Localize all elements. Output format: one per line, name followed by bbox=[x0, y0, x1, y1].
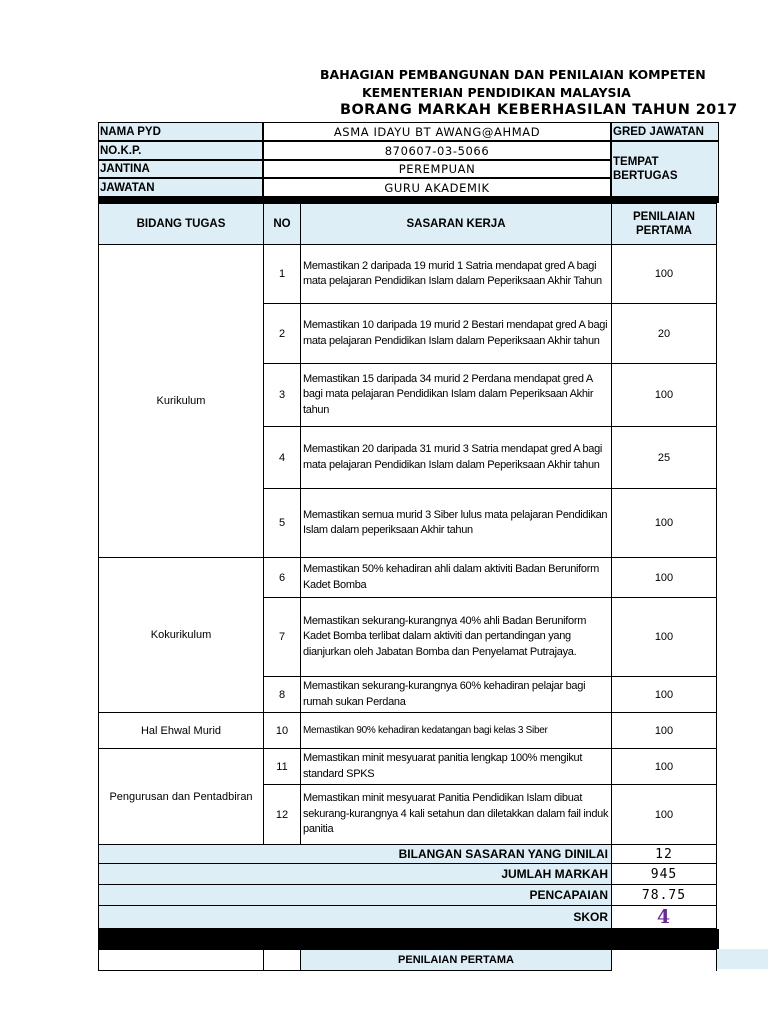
row-number: 12 bbox=[263, 784, 301, 845]
row-target-text: Memastikan sekurang-kurangnya 40% ahli Badan Beruniform Kadet Bomba terlibat dalam aktiviti dan pertandingan yang dianjurkan oleh Jabatan Bomba dan Penyelamat Putrajaya. bbox=[300, 597, 612, 677]
report-title: BORANG MARKAH KEBERHASILAN TAHUN 2017 bbox=[340, 102, 738, 118]
row-number: 5 bbox=[263, 488, 301, 558]
pencapaian-value: 78.75 bbox=[611, 884, 717, 906]
row-number: 10 bbox=[263, 712, 301, 749]
row-score: 100 bbox=[611, 557, 717, 598]
header-no: NO bbox=[263, 203, 301, 245]
jantina-label: JANTINA bbox=[98, 160, 263, 178]
row-target-text: Memastikan 2 daripada 19 murid 1 Satria mendapat gred A bagi mata pelajaran Pendidikan Islam dalam Peperiksaan Akhir Tahun bbox=[300, 244, 612, 304]
nokp-label: NO.K.P. bbox=[98, 141, 263, 160]
nama-label: NAMA PYD bbox=[98, 122, 263, 141]
footer-fill bbox=[717, 949, 768, 969]
row-target-text: Memastikan minit mesyuarat Panitia Pendidikan Islam dibuat sekurang-kurangnya 4 kali setahun dan diletakkan dalam fail induk panitia bbox=[300, 784, 612, 845]
row-target-text: Memastikan 10 daripada 19 murid 2 Bestari mendapat gred A bagi mata pelajaran Pendidikan Islam dalam Peperiksaan Akhir tahun bbox=[300, 303, 612, 364]
row-target-text: Memastikan minit mesyuarat panitia lengkap 100% mengikut standard SPKS bbox=[300, 748, 612, 785]
row-score: 100 bbox=[611, 676, 717, 713]
row-number: 2 bbox=[263, 303, 301, 364]
row-score: 20 bbox=[611, 303, 717, 364]
jumlah-value: 945 bbox=[611, 863, 717, 885]
gred-label: GRED JAWATAN bbox=[611, 122, 719, 141]
footer-cell-2 bbox=[263, 949, 301, 971]
group-hal-ehwal-murid: Hal Ehwal Murid bbox=[98, 712, 264, 749]
jawatan-value: GURU AKADEMIK bbox=[263, 178, 611, 197]
row-target-text: Memastikan 90% kehadiran kedatangan bagi kelas 3 Siber bbox=[300, 712, 612, 749]
row-score: 100 bbox=[611, 748, 717, 785]
row-target-text: Memastikan semua murid 3 Siber lulus mata pelajaran Pendidikan Islam dalam peperiksaan Akhir tahun bbox=[300, 488, 612, 558]
row-score: 100 bbox=[611, 712, 717, 749]
row-number: 4 bbox=[263, 426, 301, 489]
row-score: 100 bbox=[611, 597, 717, 677]
row-score: 25 bbox=[611, 426, 717, 489]
report-header-line1: BAHAGIAN PEMBANGUNAN DAN PENILAIAN KOMPETEN bbox=[320, 67, 706, 82]
bilangan-label: BILANGAN SASARAN YANG DINILAI bbox=[98, 844, 612, 864]
row-score: 100 bbox=[611, 488, 717, 558]
header-bidang: BIDANG TUGAS bbox=[98, 203, 264, 245]
jantina-value: PEREMPUAN bbox=[263, 160, 611, 178]
row-number: 6 bbox=[263, 557, 301, 598]
footer-cell-4 bbox=[611, 949, 717, 971]
pencapaian-label: PENCAPAIAN bbox=[98, 884, 612, 906]
black-bar bbox=[98, 929, 719, 949]
skor-value: 4 bbox=[611, 905, 717, 929]
jawatan-label: JAWATAN bbox=[98, 178, 263, 197]
header-penilaian: PENILAIAN PERTAMA bbox=[611, 203, 717, 245]
group-pengurusan-pentadbiran: Pengurusan dan Pentadbiran bbox=[98, 748, 264, 845]
tempat-label: TEMPAT BERTUGAS bbox=[611, 141, 719, 197]
row-score: 100 bbox=[611, 784, 717, 845]
footer-penilaian-label: PENILAIAN PERTAMA bbox=[300, 949, 612, 971]
group-kokurikulum: Kokurikulum bbox=[98, 557, 264, 713]
nama-value: ASMA IDAYU BT AWANG@AHMAD bbox=[263, 122, 611, 141]
nokp-value: 870607-03-5066 bbox=[263, 141, 611, 160]
report-header-line2: KEMENTERIAN PENDIDIKAN MALAYSIA bbox=[362, 85, 631, 100]
row-number: 11 bbox=[263, 748, 301, 785]
row-number: 1 bbox=[263, 244, 301, 304]
row-number: 7 bbox=[263, 597, 301, 677]
row-score: 100 bbox=[611, 363, 717, 427]
group-kurikulum: Kurikulum bbox=[98, 244, 264, 558]
footer-cell-1 bbox=[98, 949, 264, 971]
skor-label: SKOR bbox=[98, 905, 612, 929]
row-number: 3 bbox=[263, 363, 301, 427]
row-target-text: Memastikan 50% kehadiran ahli dalam aktiviti Badan Beruniform Kadet Bomba bbox=[300, 557, 612, 598]
row-target-text: Memastikan 15 daripada 34 murid 2 Perdana mendapat gred A bagi mata pelajaran Pendidikan Islam dalam Peperiksaan Akhir tahun bbox=[300, 363, 612, 427]
header-sasaran: SASARAN KERJA bbox=[300, 203, 612, 245]
row-number: 8 bbox=[263, 676, 301, 713]
bilangan-value: 12 bbox=[611, 844, 717, 864]
jumlah-label: JUMLAH MARKAH bbox=[98, 863, 612, 885]
row-target-text: Memastikan 20 daripada 31 murid 3 Satria mendapat gred A bagi mata pelajaran Pendidikan Islam dalam Peperiksaan Akhir tahun bbox=[300, 426, 612, 489]
row-score: 100 bbox=[611, 244, 717, 304]
row-target-text: Memastikan sekurang-kurangnya 60% kehadiran pelajar bagi rumah sukan Perdana bbox=[300, 676, 612, 713]
